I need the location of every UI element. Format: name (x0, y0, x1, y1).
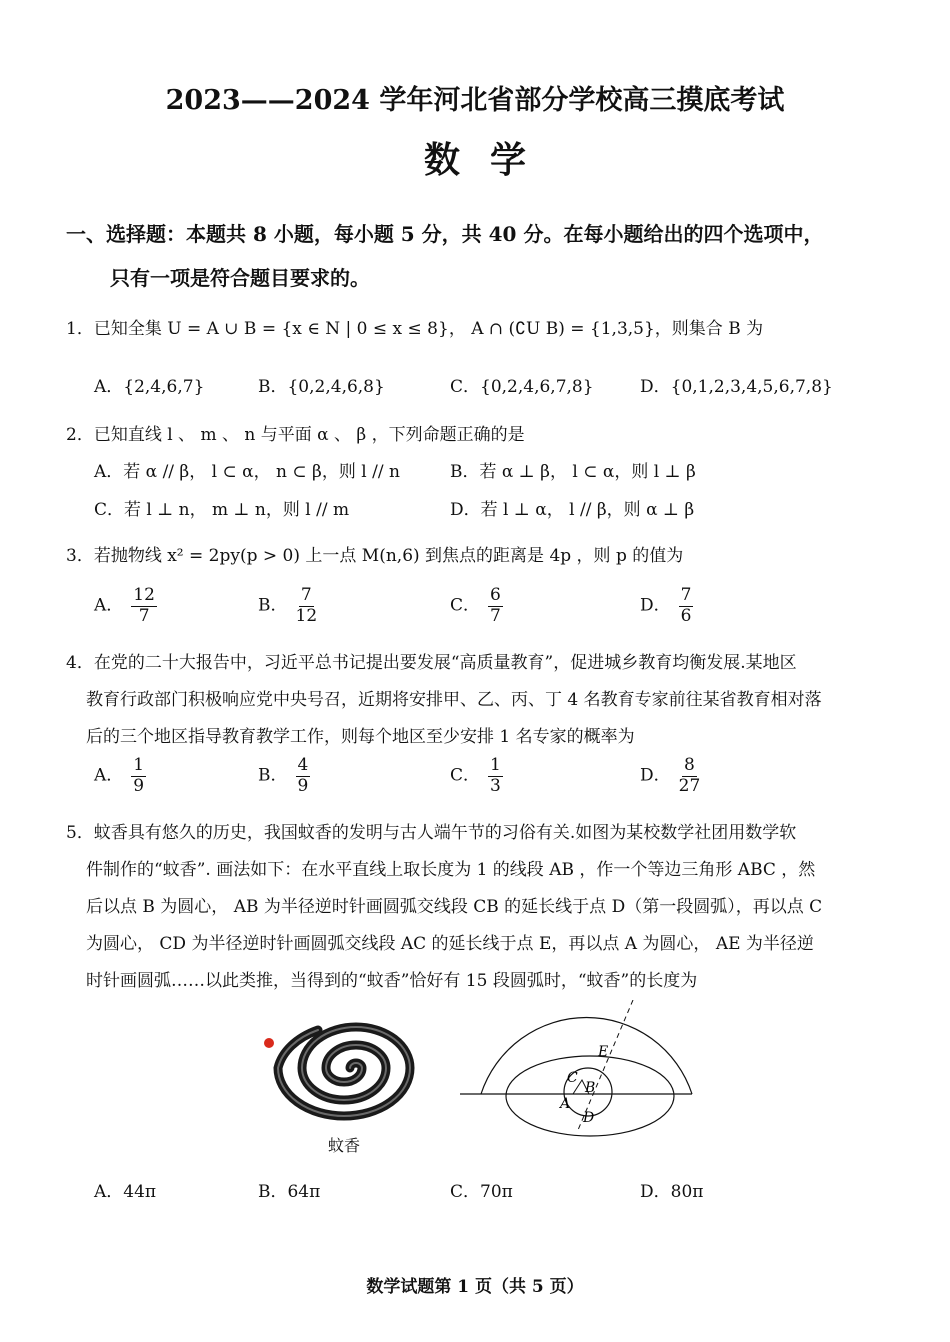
denominator: 9 (133, 775, 145, 796)
question-5-stem-line-1: 5．蚊香具有悠久的历史，我国蚊香的发明与古人端午节的习俗有关.如图为某校数学社团用数学软 (66, 823, 797, 843)
q2-option-b: B．若 α ⊥ β， l ⊂ α，则 l ⊥ β (450, 462, 696, 482)
mosquito-coil-image (255, 1000, 445, 1130)
q1-option-c: C．{0,2,4,6,7,8} (450, 377, 594, 397)
fraction (131, 586, 157, 626)
q3-option-a (94, 586, 157, 626)
q4-option-a (94, 756, 146, 796)
numerator: 4 (297, 755, 309, 775)
q2-option-c: C．若 l ⊥ n， m ⊥ n，则 l // m (94, 500, 350, 520)
numerator: 7 (680, 585, 692, 605)
q2-option-d: D．若 l ⊥ α， l // β，则 α ⊥ β (450, 500, 695, 520)
denominator: 12 (295, 605, 318, 626)
q5-option-c: C．70π (450, 1182, 513, 1202)
q4-option-c (450, 756, 503, 796)
option-label: B． (258, 595, 288, 616)
q2-option-a: A．若 α // β， l ⊂ α， n ⊂ β，则 l // n (94, 462, 400, 482)
option-label: C． (450, 765, 481, 786)
q5-option-a: A．44π (94, 1182, 157, 1202)
denominator: 27 (678, 775, 701, 796)
fraction (296, 756, 311, 796)
label-c: C (567, 1070, 578, 1086)
option-label: B． (258, 765, 288, 786)
option-label: D． (640, 595, 671, 616)
numerator: 6 (490, 585, 501, 605)
burning-tip-icon (264, 1038, 274, 1048)
question-4-stem-line-3: 后的三个地区指导教育教学工作，则每个地区至少安排 1 名专家的概率为 (86, 727, 635, 747)
numerator: 8 (684, 755, 695, 775)
denominator: 7 (490, 605, 501, 626)
q4-option-b (258, 756, 310, 796)
numerator: 1 (133, 755, 145, 775)
label-e: E (598, 1044, 609, 1060)
q5-option-b: B．64π (258, 1182, 321, 1202)
section-heading: 一、选择题：本题共 8 小题，每小题 5 分，共 40 分。在每小题给出的四个选项中， (66, 222, 824, 246)
question-5-stem-line-5: 时针画圆弧……以此类推，当得到的“蚊香”恰好有 15 段圆弧时，“蚊香”的长度为 (86, 971, 698, 991)
q1-option-b: B．{0,2,4,6,8} (258, 377, 385, 397)
denominator: 6 (680, 605, 692, 626)
spiral-diagram (458, 1000, 698, 1140)
question-4-stem-line-1: 4．在党的二十大报告中，习近平总书记提出要发展“高质量教育”，促进城乡教育均衡发展.某地区 (66, 653, 797, 673)
q3-option-b (258, 586, 317, 626)
question-5-stem-line-2: 件制作的“蚊香”. 画法如下：在水平直线上取长度为 1 的线段 AB ，作一个等边三角形 ABC ，然 (86, 860, 816, 880)
q5-option-d: D．80π (640, 1182, 704, 1202)
denominator: 9 (297, 775, 309, 796)
label-b: B (585, 1080, 596, 1096)
fraction (488, 586, 503, 626)
section-heading-cont: 只有一项是符合题目要求的。 (110, 266, 370, 290)
q1-option-a: A．{2,4,6,7} (94, 377, 205, 397)
option-label: D． (640, 765, 671, 786)
numerator: 12 (133, 585, 155, 605)
q3-option-c (450, 586, 503, 626)
page-footer: 数学试题第 1 页（共 5 页） (366, 1277, 584, 1297)
figure-caption: 蚊香 (328, 1136, 361, 1155)
q4-option-d (640, 756, 700, 796)
q1-option-d: D．{0,1,2,3,4,5,6,7,8} (640, 377, 833, 397)
question-5-stem-line-4: 为圆心， CD 为半径逆时针画圆弧交线段 AC 的延长线于点 E，再以点 A 为圆心， AE 为半径逆 (86, 934, 814, 954)
numerator: 1 (490, 755, 501, 775)
denominator: 3 (490, 775, 501, 796)
question-2-stem: 2．已知直线 l 、 m 、 n 与平面 α 、 β ，下列命题正确的是 (66, 425, 525, 445)
numerator: 7 (300, 585, 312, 605)
option-label: A． (94, 765, 124, 786)
option-label: A． (94, 595, 124, 616)
question-1-stem: 1．已知全集 U = A ∪ B = {x ∈ N | 0 ≤ x ≤ 8}， A ∩ (∁U B) = {1,3,5}，则集合 B 为 (66, 319, 764, 339)
label-a: A (560, 1096, 571, 1112)
fraction (131, 756, 146, 796)
denominator: 7 (138, 605, 150, 626)
option-label: C． (450, 595, 481, 616)
fraction (679, 756, 701, 796)
fraction (488, 756, 503, 796)
question-5-stem-line-3: 后以点 B 为圆心， AB 为半径逆时针画圆弧交线段 CB 的延长线于点 D（第一段圆弧），再以点 C (86, 897, 823, 917)
subject-title: 数学 (423, 139, 556, 181)
fraction (679, 586, 694, 626)
label-d: D (583, 1110, 595, 1126)
q3-option-d (640, 586, 693, 626)
question-4-stem-line-2: 教育行政部门积极响应党中央号召，近期将安排甲、乙、丙、丁 4 名教育专家前往某省教育相对落 (86, 690, 822, 710)
question-3-stem: 3．若抛物线 x² = 2py(p > 0) 上一点 M(n,6) 到焦点的距离是 4p ，则 p 的值为 (66, 546, 684, 566)
fraction (296, 586, 318, 626)
exam-title: 2023——2024 学年河北省部分学校高三摸底考试 (165, 85, 785, 116)
